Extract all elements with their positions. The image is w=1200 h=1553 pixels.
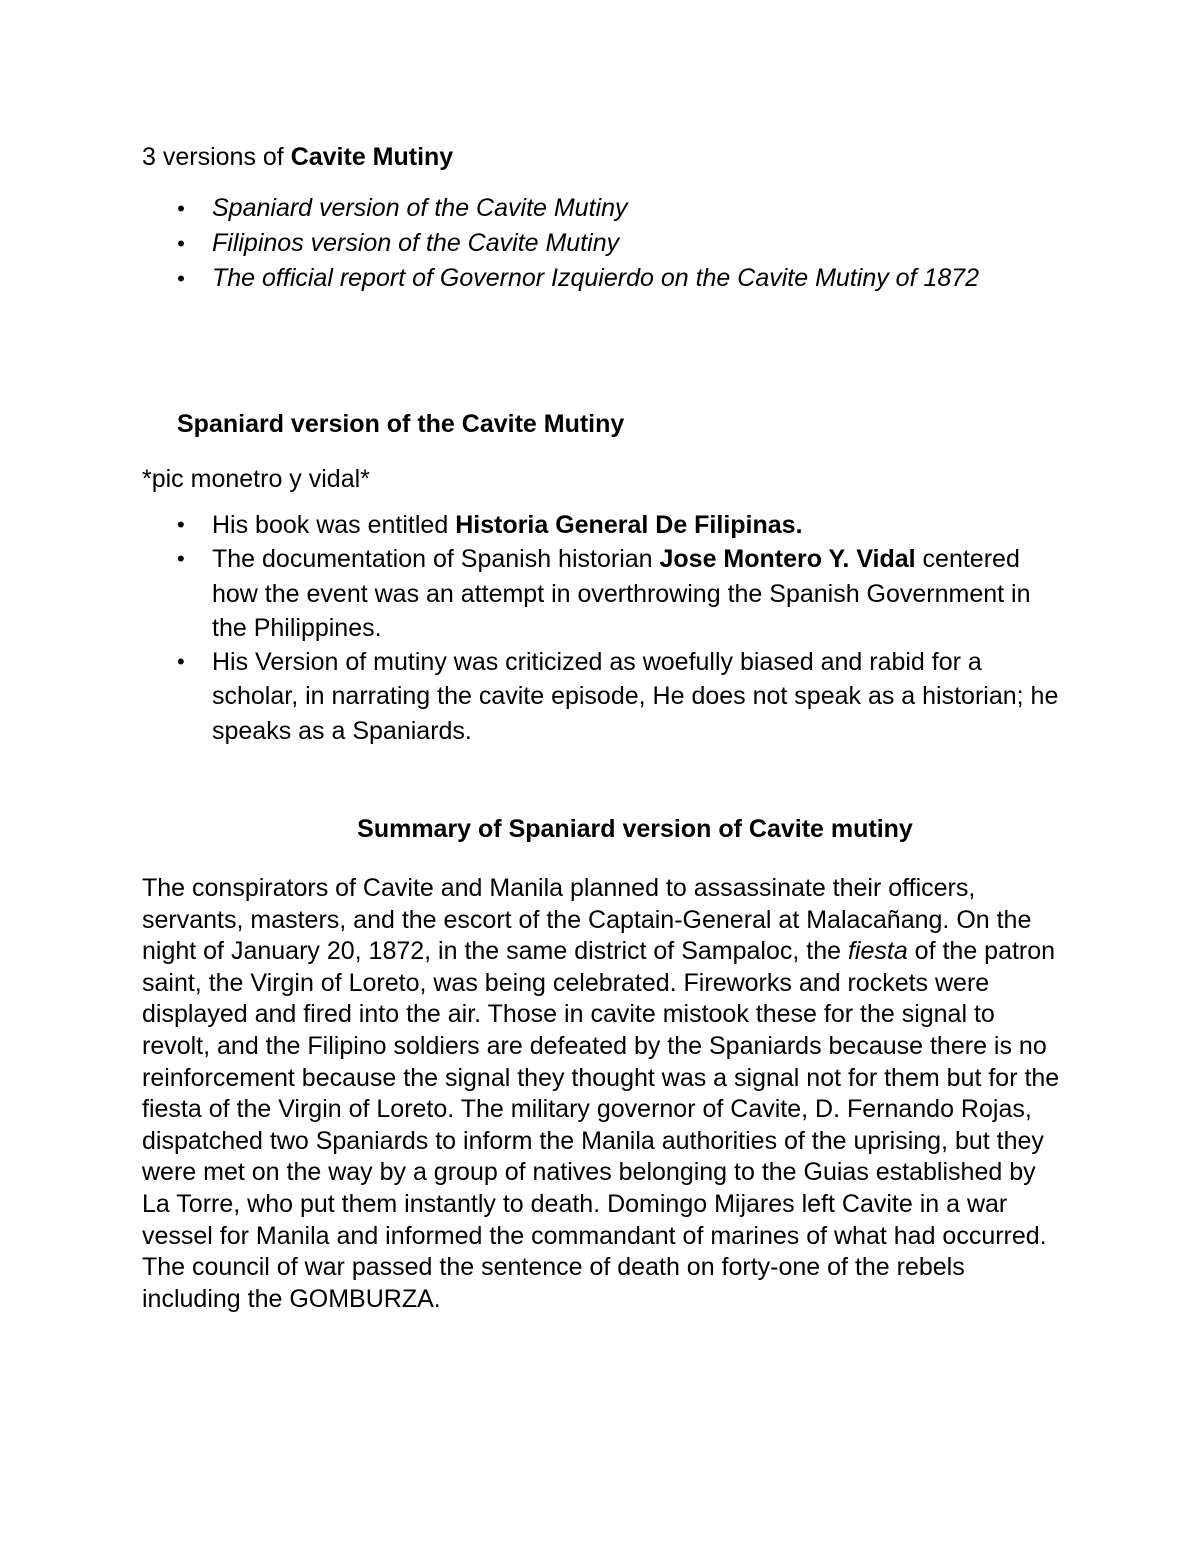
summary-italic-word: fiesta	[847, 937, 908, 966]
point-text: centered how the event was an attempt in overthrowing the Spanish Government in the Philippines.	[212, 545, 1031, 642]
list-item	[142, 508, 1062, 542]
point-text: His book was entitled	[212, 511, 456, 539]
book-title: Historia General De Filipinas.	[455, 511, 803, 539]
intro-subject: Cavite Mutiny	[290, 143, 454, 171]
list-item: • The official report of Governor Izquierdo on the Cavite Mutiny of 1872	[142, 261, 979, 296]
spaniard-points-list	[142, 508, 1062, 748]
list-item: • His Version of mutiny was criticized as woefully biased and rabid for a scholar, in narrating the cavite episode, He does not speak as a historian; he speaks as a Spaniards.	[142, 645, 1062, 748]
summary-text: The conspirators of Cavite and Manila planned to assassinate their officers, servants, masters, and the escort of the Captain-General at Malacañang. On the night of January 20, 1872, in the same district of Sampaloc, the	[142, 874, 1032, 966]
historian-name: Jose Montero Y. Vidal	[659, 545, 916, 574]
versions-list	[142, 191, 979, 296]
intro-line	[142, 140, 453, 174]
list-item	[142, 542, 1062, 645]
point-text: The documentation of Spanish historian	[212, 545, 660, 574]
summary-paragraph	[142, 873, 1062, 1315]
summary-text: of the patron saint, the Virgin of Loreto, was being celebrated. Fireworks and rockets were displayed and fired into the air. Those in cavite mistook these for the signal to revolt, and the Filipino soldiers are defeated by the Spaniards because there is no reinforcement because the signal they thought was a signal not for them but for the fiesta of the Virgin of Loreto. The military governor of Cavite, D. Fernando Rojas, dispatched two Spaniards to inform the Manila authorities of the uprising, but they were met on the way by a group of natives belonging to the Guias established by La Torre, who put them instantly to death. Domingo Mijares left Cavite in a war vessel for Manila and informed the commandant of marines of what had occurred. The council of war passed the sentence of death on forty-one of the rebels including the GOMBURZA.	[142, 937, 1060, 1313]
pic-note: *pic monetro y vidal*	[142, 465, 370, 493]
list-item: • Filipinos version of the Cavite Mutiny	[142, 226, 979, 261]
section-heading-spaniard: Spaniard version of the Cavite Mutiny	[177, 410, 625, 438]
intro-prefix: 3 versions of	[142, 143, 291, 171]
list-item: • Spaniard version of the Cavite Mutiny	[142, 191, 979, 226]
summary-heading: Summary of Spaniard version of Cavite mutiny	[357, 815, 913, 843]
